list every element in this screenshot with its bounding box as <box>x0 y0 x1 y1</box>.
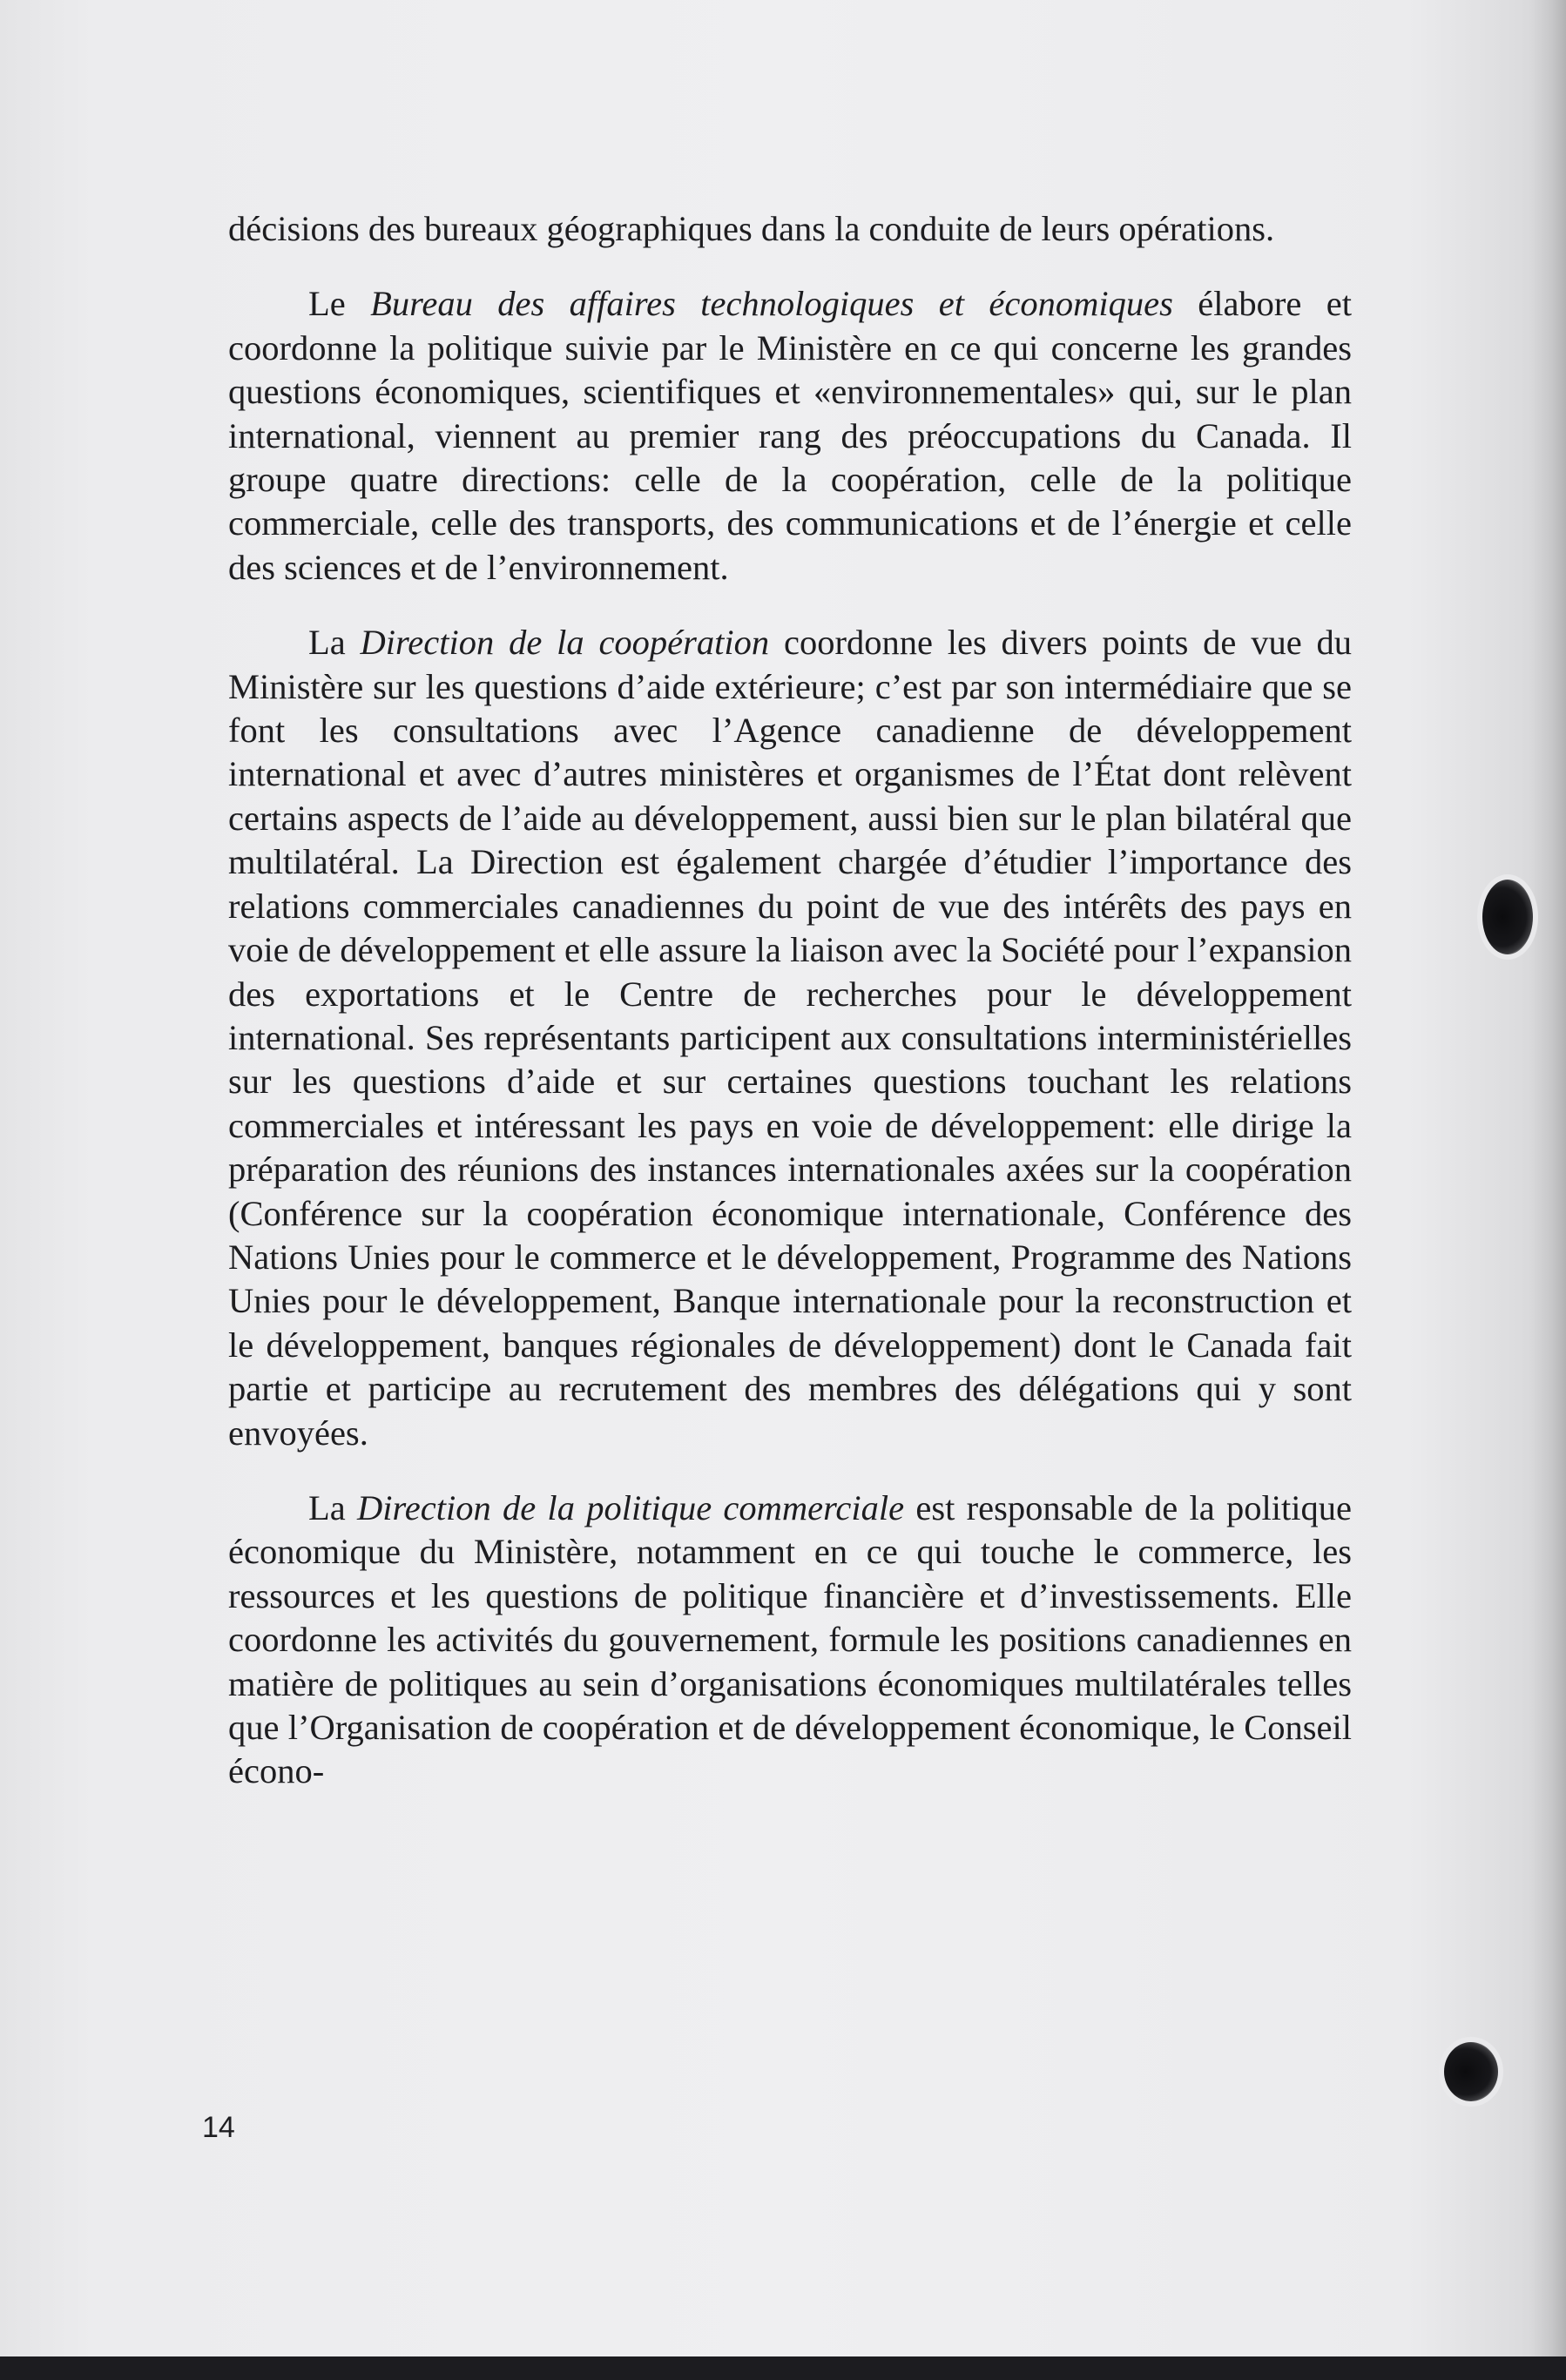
paragraph-emphasis: Direction de la coopération <box>360 623 770 663</box>
paragraph-bureau-affaires <box>228 282 1352 590</box>
paragraph-text: coordonne les divers points de vue du Ministère sur les questions d’aide extérieure; c’est par son intermédiaire que se font les consultations avec l’Agence canadienne de développement international et avec d’autres ministères et organismes de l’État dont relèvent certains aspects de l’aide au développement, aussi bien sur le plan bilatéral que multilatéral. La Direction est également chargée d’étudier l’importance des relations commerciales canadiennes du point de vue des intérêts des pays en voie de développement et elle assure la liaison avec la Société pour l’expansion des exportations et le Centre de recherches pour le développement international. Ses représentants participent aux consultations interministérielles sur les questions d’aide et sur certaines questions touchant les relations commerciales et intéressant les pays en voie de développement: elle dirige la préparation des réunions des instances internationales axées sur la coopération (Conférence sur la coopération économique internationale, Conférence des Nations Unies pour le commerce et le développement, Programme des Nations Unies pour le développement, Banque internationale pour la reconstruction et le développement, banques régionales de développement) dont le Canada fait partie et participe au recrutement des membres des délégations qui y sont envoyées. <box>228 623 1353 1453</box>
paragraph-emphasis: Bureau des affaires technologiques et économiques <box>370 284 1173 324</box>
paragraph-continued <box>228 207 1352 251</box>
paragraph-text: décisions des bureaux géographiques dans la conduite de leurs opérations. <box>228 209 1275 248</box>
scan-background-strip <box>0 2356 1566 2380</box>
binder-hole-bottom <box>1444 2042 1498 2101</box>
paragraph-lead: Le <box>308 284 371 324</box>
page-edge-shadow <box>1531 0 1566 2356</box>
paragraph-direction-cooperation <box>228 621 1352 1455</box>
body-text <box>228 207 1352 1825</box>
paragraph-lead: La <box>308 1487 357 1527</box>
paragraph-text: élabore et coordonne la politique suivie par le Ministère en ce qui concerne les grandes questions économiques, scientifiques et «environnementales» qui, sur le plan international, viennent au premier rang des préoccupations du Canada. Il groupe quatre directions: celle de la coopération, celle de la politique commerciale, celle des transports, des communications et de l’énergie et celle des sciences et de l’environnement. <box>228 284 1352 587</box>
paragraph-text: est responsable de la politique économique du Ministère, notamment en ce qui touche le commerce, les ressources et les questions de politique financière et d’investissements. Elle coordonne les activités du gouvernement, formule les positions canadiennes en matière de politiques au sein d’organisations économiques multilatérales telles que l’Organisation de coopération et de développement économique, le Conseil écono- <box>228 1487 1353 1791</box>
paragraph-lead: La <box>308 623 361 663</box>
paragraph-direction-politique-commerciale <box>228 1487 1352 1794</box>
binder-hole-top <box>1482 880 1533 954</box>
paragraph-emphasis: Direction de la politique commerciale <box>356 1487 905 1527</box>
page-number: 14 <box>202 2111 235 2144</box>
